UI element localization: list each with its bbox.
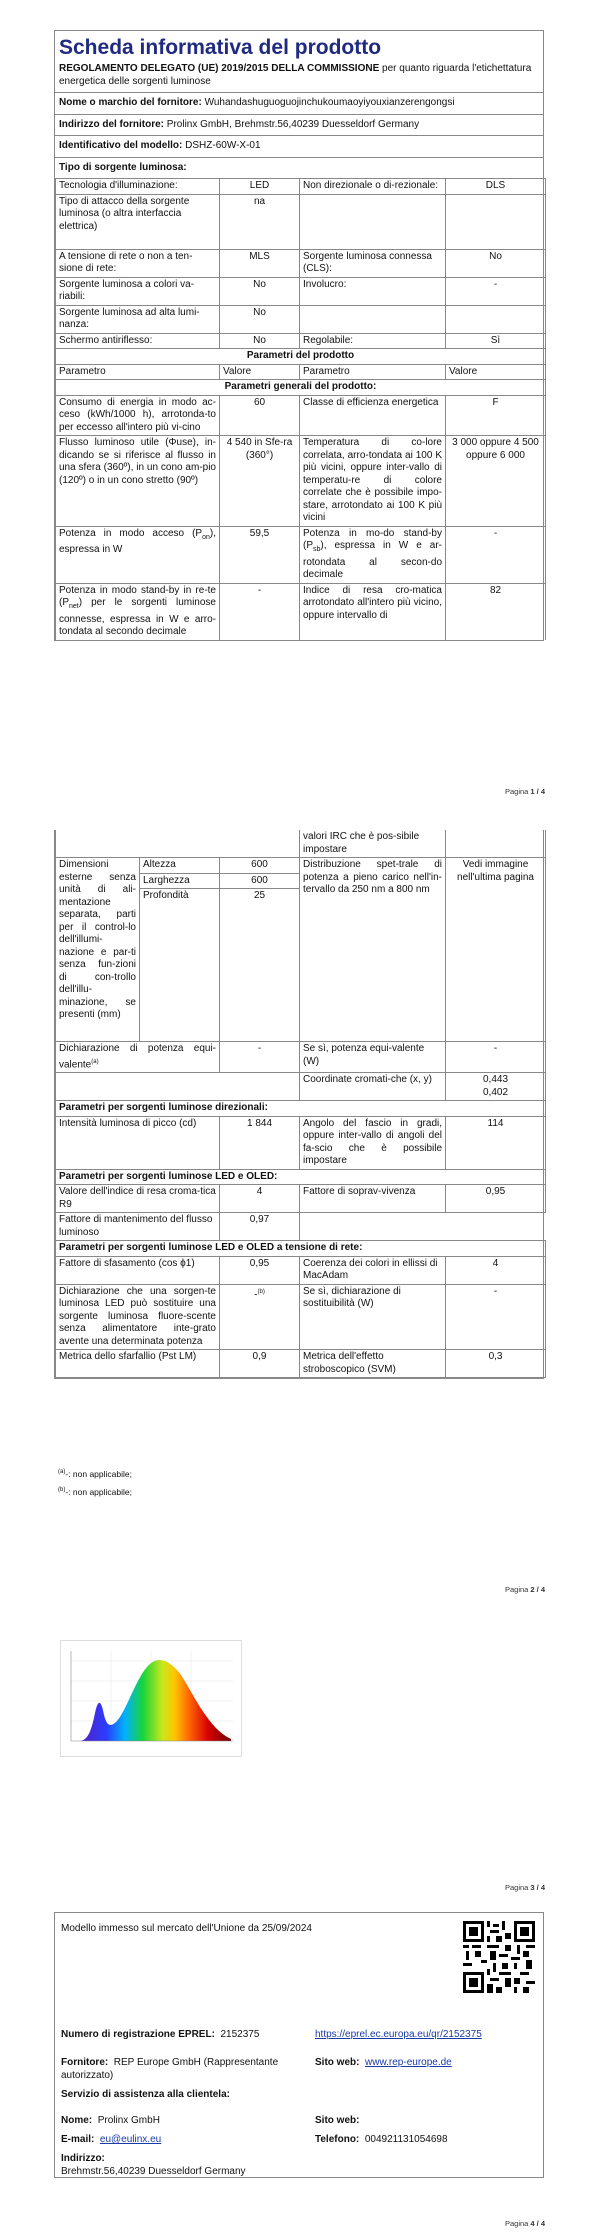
contact-email-label: E-mail: [61, 2134, 95, 2145]
model-identifier-value: DSHZ-60W-X-01 [185, 140, 261, 151]
table-row [56, 277, 546, 305]
equivalent-power-claim-text: Dichiarazione di potenza equi-valente [59, 1043, 216, 1070]
dimmable-label: Regolabile: [300, 333, 446, 349]
stroboscopic-metric-value: 0,3 [446, 1350, 546, 1378]
contact-name-value: Prolinx GmbH [97, 2115, 160, 2126]
displacement-factor-label: Fattore di sfasamento (cos ϕ1) [56, 1256, 220, 1284]
networked-standby-text: ) per le sorgenti luminose connesse, espressa in W e arro-tondata al secondo decimale [59, 597, 216, 637]
contact-name-row [61, 2115, 160, 2128]
empty-cell [56, 1073, 300, 1101]
table-row [56, 1101, 546, 1117]
colour-temperature-label: Temperatura di co-lore correlata, arro-tondata ai 100 K più vicini, oppure inter-vallo di temperatu-re di colore correlate che è possibile impo-stare, arrotondato ai 100 K più vicini [300, 436, 446, 527]
width-value: 600 [220, 873, 300, 889]
table-row [56, 249, 546, 277]
useful-flux-label: Flusso luminoso utile (Φuse), in-dicando se si riferisce al flusso in una sfera (360º), in un cono am-pio (120º) o in un cono stretto (90º) [56, 436, 220, 527]
cri-label: Indice di resa cro-matica arrotondato all'intero più vicino, oppure intervallo di [300, 583, 446, 640]
column-header-value: Valore [446, 364, 546, 380]
page-number-value: 1 / 4 [530, 787, 545, 796]
replacement-watt-label: Se sì, dichiarazione di sostituibilità (W) [300, 1284, 446, 1350]
standby-power-text: ), espressa in W e ar-rotondata al secon-do decimale [303, 540, 442, 580]
empty-cell [446, 305, 546, 333]
lighting-technology-label: Tecnologia d'illuminazione: [56, 179, 220, 195]
contact-website-label: Sito web: [315, 2115, 360, 2126]
equivalent-power-value: - [446, 1042, 546, 1073]
empty-cell [446, 830, 546, 858]
column-header-parameter: Parametro [56, 364, 220, 380]
lighting-technology-value: LED [220, 179, 300, 195]
cri-value: 82 [446, 583, 546, 640]
eprel-link[interactable]: https://eprel.ec.europa.eu/qr/2152375 [315, 2029, 482, 2040]
table-row [56, 830, 546, 858]
footnote-ref: (a) [91, 1058, 99, 1065]
directional-label: Non direzionale o di-rezionale: [300, 179, 446, 195]
footnote-b [58, 1484, 132, 1498]
table-row [56, 436, 546, 527]
lumen-maintenance-value: 0,97 [220, 1213, 300, 1241]
colour-temperature-value: 3 000 oppure 4 500 oppure 6 000 [446, 436, 546, 527]
survival-factor-label: Fattore di soprav-vivenza [300, 1185, 446, 1213]
directional-value: DLS [446, 179, 546, 195]
page-number-value: 2 / 4 [530, 1585, 545, 1594]
r9-value: 4 [220, 1185, 300, 1213]
mains-led-parameters-heading: Parametri per sorgenti luminose LED e OLED a tensione di rete: [56, 1241, 546, 1257]
footnote-marker: (a) [58, 1469, 66, 1475]
contact-phone-label: Telefono: [315, 2134, 360, 2145]
peak-intensity-value: 1 844 [220, 1116, 300, 1169]
colour-tunable-value: No [220, 277, 300, 305]
contact-name-label: Nome: [61, 2115, 93, 2126]
high-luminance-value: No [220, 305, 300, 333]
table-row [56, 1185, 546, 1213]
colour-consistency-value: 4 [446, 1256, 546, 1284]
empty-cell [300, 194, 446, 249]
efficiency-class-label: Classe di efficienza energetica [300, 395, 446, 436]
equivalent-power-claim-value: - [220, 1042, 300, 1073]
regulation-description: per quanto riguarda l'etichettatura energetica delle sorgenti luminose [59, 63, 532, 87]
table-row [56, 380, 546, 396]
page-label: Pagina [504, 2219, 531, 2228]
contact-phone-value: 004921131054698 [364, 2134, 448, 2145]
supplier-address-value: Prolinx GmbH, Brehmstr.56,40239 Duesseldorf Germany [166, 118, 420, 130]
page-number [505, 1882, 545, 1895]
standby-power-value: - [446, 526, 546, 583]
r9-label: Valore dell'indice di resa croma-tica R9 [56, 1185, 220, 1213]
table-row [56, 858, 546, 874]
on-mode-power-text: ), espressa in W [59, 527, 216, 555]
page-label: Pagina [504, 1585, 531, 1594]
on-mode-power-label [56, 526, 220, 583]
page-number-value: 3 / 4 [530, 1883, 545, 1892]
website-link[interactable]: www.rep-europe.de [365, 2057, 452, 2068]
cri-label-continued: valori IRC che è pos-sibile impostare [300, 830, 446, 858]
directional-parameters-heading: Parametri per sorgenti luminose direzionali: [56, 1101, 546, 1117]
dimensions-label: Dimensioni esterne senza unità di ali-mentazione separata, parti per il control-lo dell'illumi-nazione e par-ti senza fun-zioni di con-trollo dell'illu-minazione, se presenti (mm) [56, 858, 140, 1042]
page-title: Scheda informativa del prodotto [59, 36, 382, 59]
table-row [56, 1169, 546, 1185]
stroboscopic-metric-label: Metrica dell'effetto stroboscopico (SVM) [300, 1350, 446, 1378]
qr-code [463, 1921, 535, 1993]
networked-standby-value: - [220, 583, 300, 640]
connected-label: Sorgente luminosa connessa (CLS): [300, 249, 446, 277]
spectrum-image [60, 1640, 242, 1757]
height-label: Altezza [140, 858, 220, 874]
page-label: Pagina [504, 787, 531, 796]
contact-address-row [61, 2153, 246, 2178]
market-placement-text: Modello immesso sul mercato dell'Unione da 25/09/2024 [61, 1923, 312, 1934]
table-row [56, 349, 546, 365]
energy-consumption-label: Consumo di energia in modo ac-ceso (kWh/1000 h), arrotonda-to per eccesso all'intero più vi-cino [56, 395, 220, 436]
empty-cell [300, 305, 446, 333]
supplier-address-label: Indirizzo del fornitore: [59, 118, 164, 130]
model-identifier-row [55, 136, 543, 158]
table-row [56, 1241, 546, 1257]
parameters-table-continued [55, 830, 546, 1378]
table-row [56, 526, 546, 583]
page-number [505, 2218, 545, 2231]
contact-address-value: Brehmstr.56,40239 Duesseldorf Germany [61, 2165, 246, 2177]
spectrum-curve [79, 1660, 231, 1741]
supplier-value: REP Europe GmbH (Rappresentante autorizzato) [61, 2057, 279, 2081]
supplier-name-label: Nome o marchio del fornitore: [59, 97, 202, 108]
light-source-type-heading: Tipo di sorgente luminosa: [59, 161, 187, 173]
contact-address-label: Indirizzo: [61, 2153, 105, 2164]
empty-cell [300, 1213, 546, 1241]
envelope-label: Involucro: [300, 277, 446, 305]
eprel-label: Numero di registrazione EPREL: [61, 2029, 215, 2040]
peak-intensity-label: Intensità luminosa di picco (cd) [56, 1116, 220, 1169]
standby-subscript: sb [313, 546, 321, 553]
column-header-parameter: Parametro [300, 364, 446, 380]
table-row [56, 333, 546, 349]
product-sheet-continued [54, 830, 544, 1379]
replacement-claim-label: Dichiarazione che una sorgen-te luminosa LED può sostituire una sorgente luminosa fluore-scente senza alimentatore inte-grato avente una determinata potenza [56, 1284, 220, 1350]
footnote-a [58, 1466, 132, 1480]
table-row [56, 1073, 546, 1101]
supplier-label: Fornitore: [61, 2057, 109, 2068]
footnote-text: -: non applicabile; [65, 1486, 132, 1497]
colour-tunable-label: Sorgente luminosa a colori va-riabili: [56, 277, 220, 305]
glare-shield-label: Schermo antiriflesso: [56, 333, 220, 349]
chromaticity-label: Coordinate cromati-che (x, y) [300, 1073, 446, 1101]
high-luminance-label: Sorgente luminosa ad alta lumi-nanza: [56, 305, 220, 333]
page-label: Pagina [504, 1883, 531, 1892]
replacement-watt-value: - [446, 1284, 546, 1350]
eprel-value: 2152375 [220, 2029, 260, 2040]
market-info-frame [54, 1912, 544, 2178]
on-mode-power-text: Potenza in modo acceso (P [59, 527, 203, 539]
replacement-claim-text: - [254, 1289, 258, 1301]
flicker-metric-value: 0,9 [220, 1350, 300, 1378]
supplier-row [61, 2057, 297, 2082]
chromaticity-value [446, 1073, 546, 1101]
contact-phone-row [315, 2134, 448, 2147]
model-identifier-label: Identificativo del modello: [59, 140, 183, 151]
table-header-row [56, 364, 546, 380]
table-row [56, 179, 546, 195]
depth-label: Profondità [140, 889, 220, 1042]
replacement-claim-value [220, 1284, 300, 1350]
envelope-value: - [446, 277, 546, 305]
equivalent-power-claim-label [56, 1042, 220, 1073]
column-header-value: Valore [220, 364, 300, 380]
general-parameters-heading: Parametri generali del prodotto: [56, 380, 546, 396]
dimmable-value: Sì [446, 333, 546, 349]
networked-subscript: net [69, 603, 79, 610]
led-parameters-heading: Parametri per sorgenti luminose LED e OLED: [56, 1169, 546, 1185]
supplier-name-row [55, 93, 543, 115]
contact-email-row [61, 2134, 161, 2147]
regulation-name: REGOLAMENTO DELEGATO (UE) 2019/2015 DELLA COMMISSIONE [59, 63, 380, 74]
depth-value: 25 [220, 889, 300, 1042]
empty-cell [446, 194, 546, 249]
chromaticity-x: 0,443 [483, 1074, 509, 1086]
table-row [56, 305, 546, 333]
spectral-distribution-graph [61, 1641, 241, 1756]
networked-standby-label [56, 583, 220, 640]
height-value: 600 [220, 858, 300, 874]
networked-standby-text: Potenza in modo stand-by in re-te (P [59, 584, 216, 608]
customer-service-heading: Servizio di assistenza alla clientela: [61, 2089, 230, 2100]
cap-type-value: na [220, 194, 300, 249]
on-mode-subscript: on [202, 533, 210, 541]
table-row [56, 1284, 546, 1350]
supplier-name-value: Wuhandashuguoguojinchukoumaoyiyouxianzerengongsi [204, 97, 455, 108]
light-source-type-table [55, 178, 546, 640]
table-row [56, 1042, 546, 1073]
mains-label: A tensione di rete o non a ten-sione di rete: [56, 249, 220, 277]
qr-code-graphic [463, 1921, 535, 1993]
useful-flux-value: 4 540 in Sfe-ra (360°) [220, 436, 300, 527]
chromaticity-y: 0,402 [483, 1086, 509, 1098]
contact-email-link[interactable]: eu@eulinx.eu [99, 2134, 162, 2145]
displacement-factor-value: 0,95 [220, 1256, 300, 1284]
page-number-value: 4 / 4 [530, 2219, 545, 2228]
empty-cell [56, 830, 300, 858]
regulation-subtitle [55, 63, 543, 93]
footnote-marker: (b) [58, 1487, 66, 1493]
product-parameters-heading: Parametri del prodotto [56, 349, 546, 365]
supplier-address-row [55, 115, 543, 137]
width-label: Larghezza [140, 873, 220, 889]
product-sheet-frame [54, 30, 544, 641]
page-number [505, 1584, 545, 1597]
table-row [56, 395, 546, 436]
table-row [56, 1256, 546, 1284]
standby-power-label [300, 526, 446, 583]
page-number [505, 786, 545, 799]
lumen-maintenance-label: Fattore di mantenimento del flusso luminoso [56, 1213, 220, 1241]
table-row [56, 1350, 546, 1378]
table-row [56, 583, 546, 640]
beam-angle-value: 114 [446, 1116, 546, 1169]
standby-power-text: Potenza in mo-do stand-by (P [303, 527, 442, 551]
on-mode-power-value: 59,5 [220, 526, 300, 583]
equivalent-power-label: Se sì, potenza equi-valente (W) [300, 1042, 446, 1073]
colour-consistency-label: Coerenza dei colori in ellissi di MacAdam [300, 1256, 446, 1284]
footnote-text: -: non applicabile; [65, 1468, 132, 1479]
survival-factor-value: 0,95 [446, 1185, 546, 1213]
footnote-ref: (b) [257, 1288, 265, 1295]
cap-type-label: Tipo di attacco della sorgente luminosa (o altra interfaccia elettrica) [56, 194, 220, 249]
eprel-row [61, 2029, 259, 2042]
spectral-distribution-value: Vedi immagine nell'ultima pagina [446, 858, 546, 1042]
beam-angle-label: Angolo del fascio in gradi, oppure inter-vallo di angoli del fa-scio che è possibile impostare [300, 1116, 446, 1169]
flicker-metric-label: Metrica dello sfarfallio (Pst LM) [56, 1350, 220, 1378]
website-label: Sito web: [315, 2057, 360, 2068]
website-row [315, 2057, 452, 2070]
connected-value: No [446, 249, 546, 277]
energy-consumption-value: 60 [220, 395, 300, 436]
efficiency-class-value: F [446, 395, 546, 436]
table-row [56, 194, 546, 249]
mains-value: MLS [220, 249, 300, 277]
table-row [56, 1116, 546, 1169]
table-row [56, 1213, 546, 1241]
glare-shield-value: No [220, 333, 300, 349]
spectral-distribution-label: Distribuzione spet-trale di potenza a pieno carico nell'in-tervallo da 250 nm a 800 nm [300, 858, 446, 1042]
